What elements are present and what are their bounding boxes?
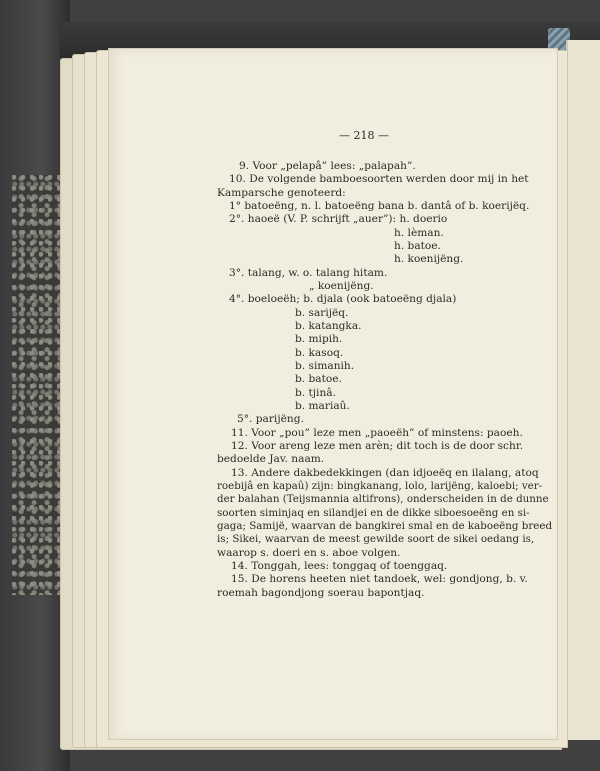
text-line: Kamparsche genoteerd:: [217, 187, 346, 199]
text-line: 5°. parijëng.: [237, 413, 304, 425]
book-page: [108, 48, 558, 740]
text-line: gaga; Samijë, waarvan de bangkirei smal en de kaboeëng breed: [217, 520, 553, 532]
text-line: 13. Andere dakbedekkingen (dan idjoeëq en ilalang, atoq: [231, 467, 539, 479]
text-line: h. batoe.: [394, 240, 441, 252]
text-line: b. mipih.: [295, 333, 343, 345]
page-text: [109, 49, 557, 739]
text-line: 1° batoeëng, n. l. batoeëng bana b. dantâ of b. koerijëq.: [229, 200, 530, 212]
text-line: roemah bagondjong soerau bapontjaq.: [217, 587, 425, 599]
text-line: 15. De horens heeten niet tandoek, wel: gondjong, b. v.: [231, 573, 528, 585]
text-line: b. kasoq.: [295, 347, 344, 359]
marbled-endpaper: [12, 175, 64, 595]
text-line: 10. De volgende bamboesoorten werden door mij in het: [229, 173, 529, 185]
text-line: soorten siminjaq en silandjei en de dikke siboesoeëng en si-: [217, 507, 530, 519]
facing-page-edge: [566, 40, 600, 740]
text-line: h. koenijëng.: [394, 253, 464, 265]
text-line: b. simanih.: [295, 360, 355, 372]
text-line: 9. Voor „pelapâ” lees: „palapah”.: [239, 160, 416, 172]
text-line: 3°. talang, w. o. talang hitam.: [229, 267, 388, 279]
text-line: b. tjinâ.: [295, 387, 336, 399]
text-line: 2°. haoeë (V. P. schrijft „auer”): h. doerio: [229, 213, 448, 225]
text-line: h. lèman.: [394, 227, 444, 239]
text-line: 11. Voor „pou” leze men „paoeëh” of minstens: paoeh.: [231, 427, 523, 439]
text-line: 12. Voor areng leze men arèn; dit toch is de door schr.: [231, 440, 524, 452]
page-number: — 218 —: [339, 129, 389, 142]
text-line: 4°. boeloeëh; b. djala (ook batoeëng djala): [229, 293, 457, 305]
text-line: 14. Tonggah, lees: tonggaq of toenggaq.: [231, 560, 448, 572]
text-line: b. mariaû.: [295, 400, 350, 412]
text-line: b. sarijëq.: [295, 307, 349, 319]
text-line: „ koenijëng.: [309, 280, 374, 292]
text-line: b. batoe.: [295, 373, 342, 385]
text-line: der balahan (Teijsmannia altifrons), onderscheiden in de dunne: [217, 493, 549, 505]
text-line: b. katangka.: [295, 320, 362, 332]
text-line: waarop s. doeri en s. aboe volgen.: [217, 547, 401, 559]
text-line: is; Sikei, waarvan de meest gewilde soort de sikei oedang is,: [217, 533, 535, 545]
text-line: bedoelde Jav. naam.: [217, 453, 325, 465]
text-line: roebijâ en kapaû) zijn: bingkanang, lolo, larijëng, kaloebi; ver-: [217, 480, 543, 492]
